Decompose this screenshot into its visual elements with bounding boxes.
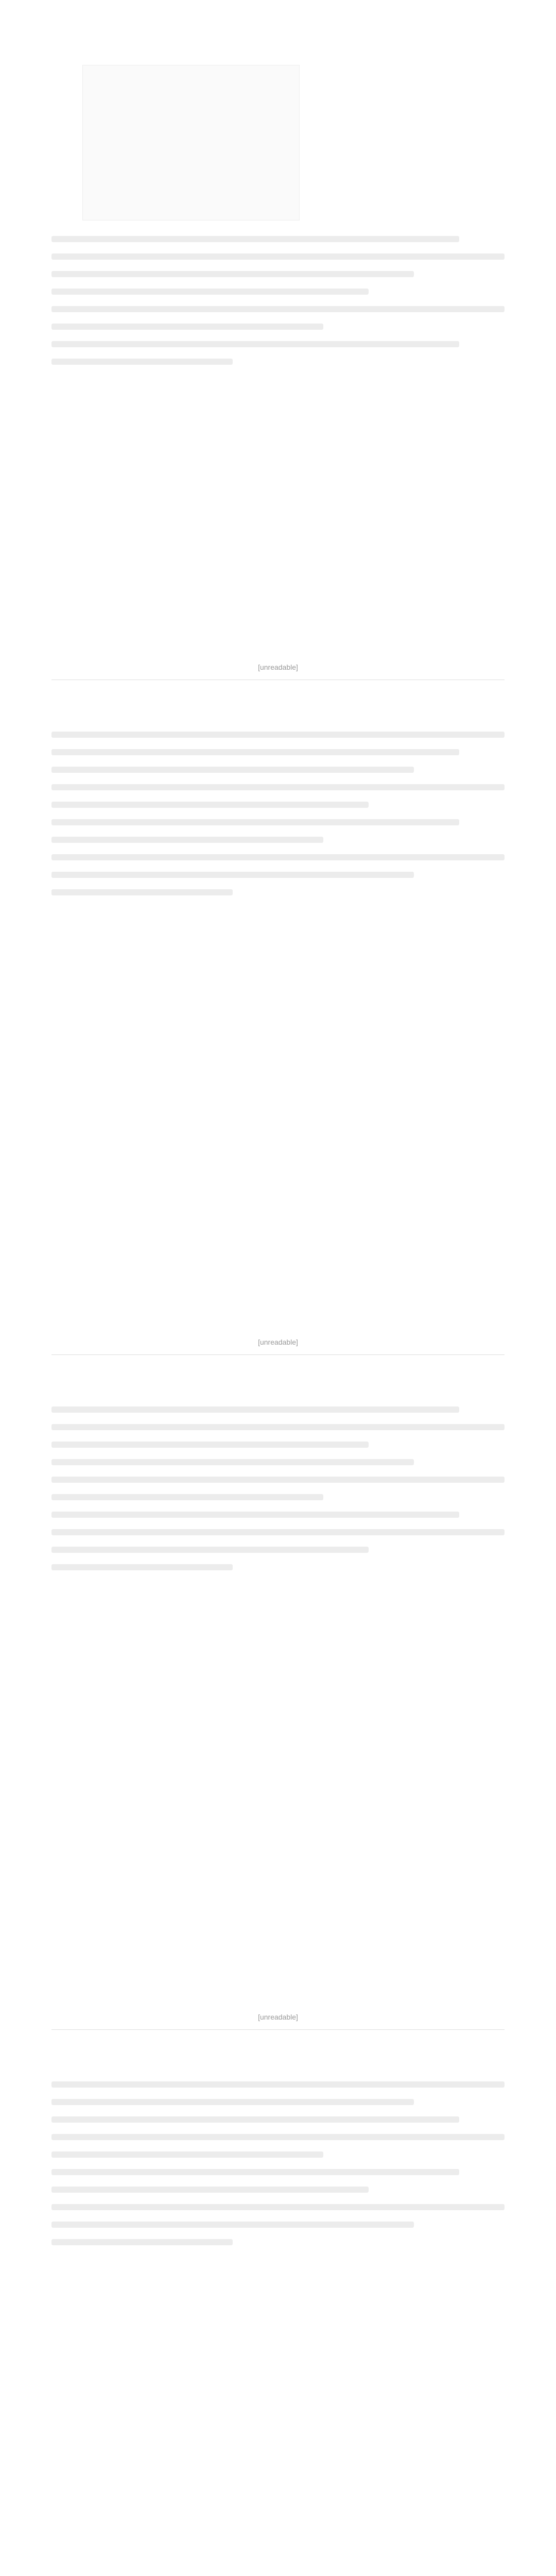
- text-line: [51, 359, 233, 365]
- text-line: [51, 2239, 233, 2245]
- text-line: [51, 324, 323, 330]
- page-footer: [unreadable]: [258, 2013, 298, 2021]
- text-line: [51, 2151, 323, 2158]
- text-line: [51, 2116, 459, 2123]
- document-page: [51, 1386, 505, 2030]
- text-line: [51, 1564, 233, 1570]
- text-line: [51, 1442, 369, 1448]
- text-line: [51, 2187, 369, 2193]
- text-line: [51, 271, 414, 277]
- text-line: [51, 837, 323, 843]
- text-line: [51, 2169, 459, 2175]
- text-line: [51, 819, 459, 825]
- text-line: [51, 872, 414, 878]
- text-line: [51, 2134, 505, 2140]
- text-line: [51, 341, 459, 347]
- page-footer: [unreadable]: [258, 1338, 298, 1346]
- text-line: [51, 306, 505, 312]
- text-line: [51, 1459, 414, 1465]
- page-footer: [unreadable]: [258, 663, 298, 671]
- text-line: [51, 236, 459, 242]
- text-line: [51, 1547, 369, 1553]
- text-line: [51, 253, 505, 260]
- text-line: [51, 732, 505, 738]
- text-line: [51, 889, 233, 895]
- text-line: [51, 1406, 459, 1413]
- text-line: [51, 854, 505, 860]
- document-sheet: [51, 0, 505, 2576]
- text-line: [51, 1477, 505, 1483]
- text-line: [51, 802, 369, 808]
- text-line: [51, 1424, 505, 1430]
- geometry-figure: [82, 65, 300, 221]
- document-page: [51, 711, 505, 1355]
- text-line: [51, 2222, 414, 2228]
- text-line: [51, 2204, 505, 2210]
- document-page: [51, 36, 505, 680]
- text-line: [51, 1494, 323, 1500]
- text-line: [51, 289, 369, 295]
- text-line: [51, 1529, 505, 1535]
- text-line: [51, 749, 459, 755]
- text-line: [51, 2099, 414, 2105]
- text-line: [51, 767, 414, 773]
- text-line: [51, 1512, 459, 1518]
- document-page: [51, 2061, 505, 2576]
- text-line: [51, 784, 505, 790]
- text-line: [51, 2081, 505, 2088]
